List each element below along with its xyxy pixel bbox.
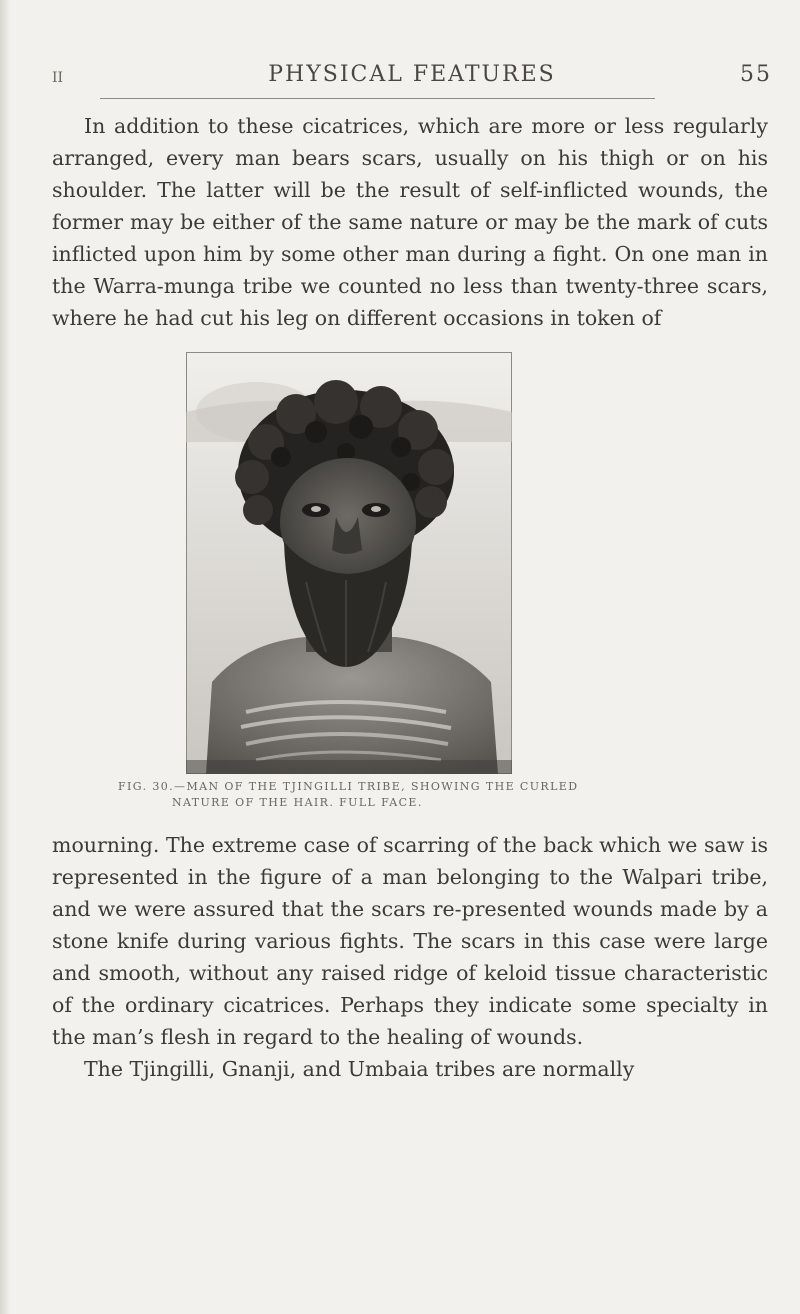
body-text-bottom [52, 829, 768, 1085]
folio-mark: II [52, 70, 64, 86]
paragraph: The Tjingilli, Gnanji, and Umbaia tribes are normally [84, 1057, 635, 1081]
running-head: PHYSICAL FEATURES [268, 62, 556, 87]
paragraph: mourning. The extreme case of scarring of the back which we saw is represented in the figure of a man belonging to the Walpari tribe, and we were assured that the scars re-presented wounds made by a stone knife during various fights. The scars in this case were large and smooth, without any raised ridge of keloid tissue characteristic of the ordinary cicatrices. Perhaps they indicate some specialty in the man’s flesh in regard to the healing of wounds. [52, 833, 768, 1049]
caption-line-1: FIG. 30.—MAN OF THE TJINGILLI TRIBE, SHOWING THE CURLED [118, 780, 579, 793]
paragraph: In addition to these cicatrices, which are more or less regularly arranged, every man bears scars, usually on his thigh or on his shoulder. The latter will be the result of self-inflicted wounds, the former may be either of the same nature or may be the mark of cuts inflicted upon him by some other man during a fight. On one man in the Warra-munga tribe we counted no less than twenty-three scars, where he had cut his leg on different occasions in token of [52, 114, 768, 330]
caption-line-2: NATURE OF THE HAIR. FULL FACE. [172, 796, 423, 809]
page-header [52, 60, 772, 100]
page-number: 55 [740, 62, 772, 87]
page-edge-shadow [0, 0, 10, 1314]
figure-caption [118, 779, 678, 811]
body-text-top [52, 110, 768, 334]
header-rule [100, 98, 655, 99]
figure-photograph [186, 352, 512, 774]
